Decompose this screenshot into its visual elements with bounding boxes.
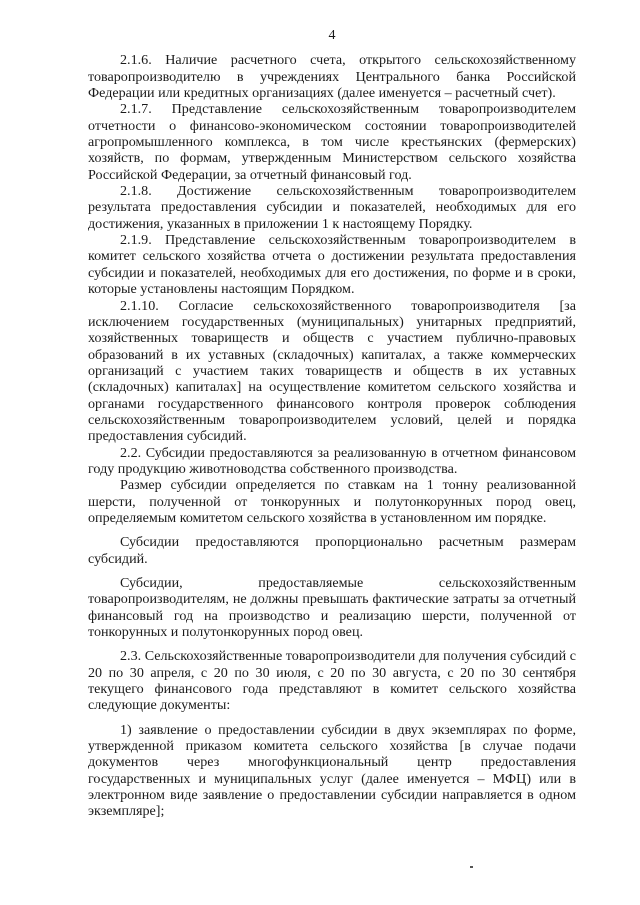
paragraph-2-3: 2.3. Сельскохозяйственные товаропроизводители для получения субсидий с 20 по 30 апреля, с 20 по 30 июля, с 20 по 30 августа, с 20 по 30 сентября текущего финансового года представляют в комитет сельского хозяйства следующие документы:	[88, 648, 576, 714]
paragraph-item-1: 1) заявление о предоставлении субсидии в двух экземплярах по форме, утвержденной приказом комитета сельского хозяйства [в случае подачи документов через многофункциональный центр предоставления государственных и муниципальных услуг (далее именуется – МФЦ) или в электронном виде заявление о предоставлении субсидии направляется в одном экземпляре];	[88, 721, 576, 820]
document-page	[88, 28, 576, 820]
paragraph-subsidy-size: Размер субсидии определяется по ставкам на 1 тонну реализованной шерсти, полученной от тонкорунных и полутонкорунных пород овец, определяемым комитетом сельского хозяйства в установленном им порядке.	[88, 477, 576, 526]
paragraph-2-2: 2.2. Субсидии предоставляются за реализованную в отчетном финансовом году продукцию животноводства собственного производства.	[88, 444, 576, 477]
paragraph-2-1-9: 2.1.9. Представление сельскохозяйственным товаропроизводителем в комитет сельского хозяйства отчета о достижении результата предоставления субсидии и показателей, необходимых для его достижения, по форме и в сроки, которые установлены настоящим Порядком.	[88, 232, 576, 298]
paragraph-subsidy-limit: Субсидии, предоставляемые сельскохозяйственным товаропроизводителям, не должны превышать фактические затраты за отчетный финансовый год на производство и реализацию шерсти, полученной от тонкорунных и полутонкорунных пород овец.	[88, 575, 576, 641]
footer-mark	[470, 866, 473, 868]
paragraph-2-1-10: 2.1.10. Согласие сельскохозяйственного товаропроизводителя [за исключением государственных (муниципальных) унитарных предприятий, хозяйственных товариществ и обществ с участием публично-правовых образований в их уставных (складочных) капиталах, а также коммерческих организаций с участием таких товариществ и обществ в их уставных (складочных) капиталах] на осуществление комитетом сельского хозяйства и органами государственного финансового контроля проверок соблюдения сельскохозяйственным товаропроизводителем условий, целей и порядка предоставления субсидий.	[88, 297, 576, 445]
paragraph-2-1-7: 2.1.7. Представление сельскохозяйственным товаропроизводителем отчетности о финансово-экономическом состоянии товаропроизводителей агропромышленного комплекса, в том числе крестьянских (фермерских) хозяйств, по формам, утвержденным Министерством сельского хозяйства Российской Федерации, за отчетный финансовый год.	[88, 101, 576, 183]
paragraph-2-1-8: 2.1.8. Достижение сельскохозяйственным товаропроизводителем результата предоставления субсидии и показателей, необходимых для его достижения, указанных в приложении 1 к настоящему Порядку.	[88, 183, 576, 232]
paragraph-2-1-6: 2.1.6. Наличие расчетного счета, открытого сельскохозяйственному товаропроизводителю в учреждениях Центрального банка Российской Федерации или кредитных организациях (далее именуется – расчетный счет).	[88, 52, 576, 102]
page-number: 4	[328, 28, 336, 43]
paragraph-subsidy-proportional: Субсидии предоставляются пропорционально расчетным размерам субсидий.	[88, 534, 576, 567]
